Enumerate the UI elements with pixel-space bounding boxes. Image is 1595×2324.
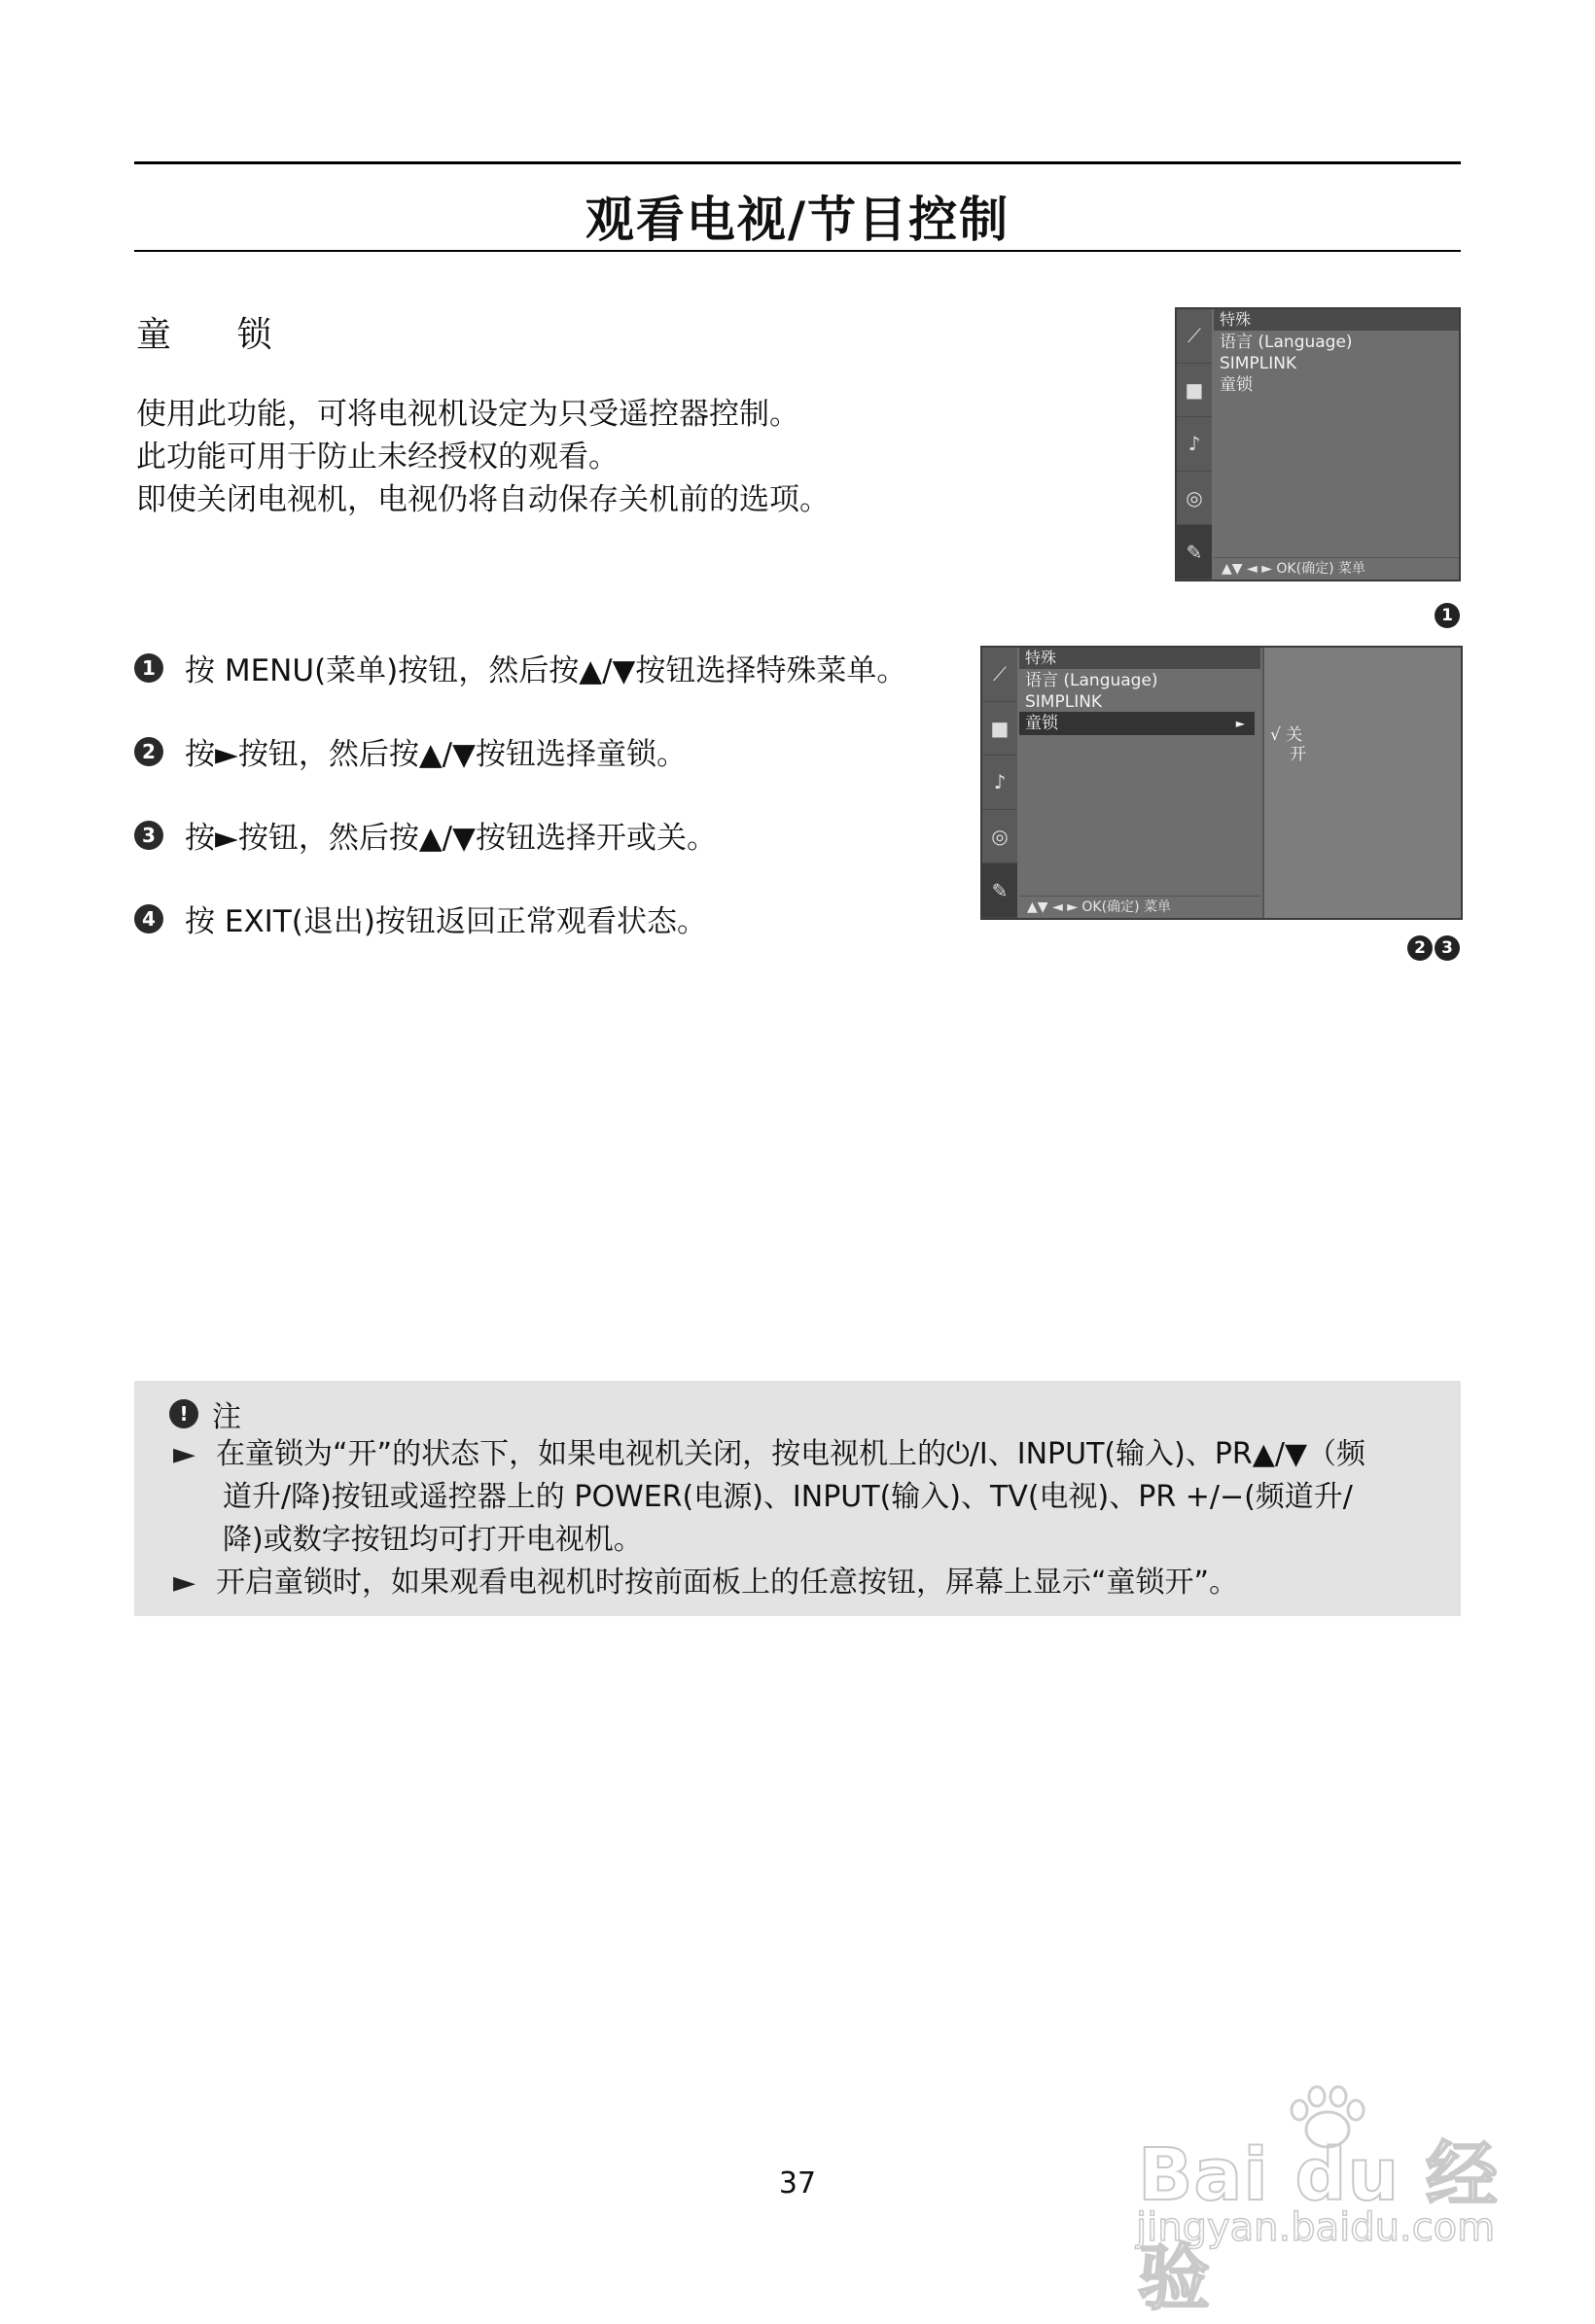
wrench-icon: ✎ [982,863,1017,918]
step-item [134,729,687,773]
time-icon: ◎ [1177,472,1212,526]
osd-submenu [1262,648,1461,918]
note-title: 注 [212,1400,241,1434]
page-title: 观看电视/节目控制 [585,192,1010,248]
step-number-badge: 2 [134,737,163,766]
osd-item-language: 语言 (Language) [1025,671,1158,690]
audio-icon: ♪ [1177,417,1212,472]
osd-panel [1019,648,1260,918]
baidu-watermark [1128,2091,1517,2320]
step-item [134,646,906,689]
watermark-url: jingyan.baidu.com [1136,2205,1496,2250]
step-text: 按 EXIT(退出)按钮返回正常观看状态。 [185,904,707,939]
intro-line: 此功能可用于防止未经授权的观看。 [136,440,619,475]
osd-item-label: 童锁 [1025,714,1058,733]
intro-line: 使用此功能，可将电视机设定为只受遥控器控制。 [136,397,799,432]
note-text: 道升/降)按钮或遥控器上的 POWER(电源)、INPUT(输入)、TV(电视)、PR +/−(频道升/ [223,1480,1353,1514]
audio-icon: ♪ [982,756,1017,810]
step-text: 按 MENU(菜单)按钮，然后按▲/▼按钮选择特殊菜单。 [185,653,907,688]
note-heading [169,1392,241,1435]
picture-icon: ■ [982,702,1017,757]
osd-menu-child-lock [980,646,1463,920]
osd-item-simplink: SIMPLINK [1025,692,1103,712]
note-bullet-2 [173,1562,1238,1604]
top-rule [134,161,1461,164]
note-box [134,1381,1461,1616]
note-bullet-1 [173,1433,1365,1476]
section-heading: 童 锁 [136,315,300,355]
step-number-badge: 1 [134,653,163,683]
satellite-icon: ⟋ [1177,309,1212,364]
time-icon: ◎ [982,810,1017,864]
osd-icon-column [982,648,1017,918]
osd-menu-special [1175,307,1461,581]
step-text: 按►按钮，然后按▲/▼按钮选择童锁。 [185,737,687,772]
wrench-icon: ✎ [1177,525,1212,580]
osd-icon-column [1177,309,1212,580]
step-text: 按►按钮，然后按▲/▼按钮选择开或关。 [185,821,717,856]
satellite-icon: ⟋ [982,648,1017,702]
figure-badge-1: 1 [1435,603,1460,628]
watermark-logo: Bai du 经验 [1138,2133,1499,2320]
osd-item-simplink: SIMPLINK [1220,354,1297,373]
step-number-badge: 3 [134,821,163,850]
option-off-checked: √ 关 [1270,725,1303,745]
bullet-arrow-icon: ► [173,1566,196,1600]
page-number: 37 [778,2166,817,2201]
note-text: 在童锁为“开”的状态下，如果电视机关闭，按电视机上的⏻/I、INPUT(输入)、PR▲/▼（频 [216,1437,1366,1471]
step-item [134,813,717,857]
step-number-badge: 4 [134,904,163,933]
figure-badge-2: 2 [1407,935,1433,961]
osd-title: 特殊 [1019,648,1260,669]
osd-item-language: 语言 (Language) [1220,333,1353,352]
osd-item-child-lock-selected [1019,712,1255,735]
osd-item-child-lock: 童锁 [1220,375,1253,395]
picture-icon: ■ [1177,364,1212,418]
intro-paragraph [136,393,830,521]
osd-panel [1214,309,1459,580]
title-underline [134,250,1461,252]
figure-badge-3: 3 [1435,935,1460,961]
step-item [134,897,707,940]
alert-icon: ! [169,1399,198,1428]
osd-title: 特殊 [1214,309,1459,331]
right-arrow-icon: ► [1235,717,1245,730]
option-on: 开 [1290,745,1306,764]
osd-footer: ▲▼ ◄ ► OK(确定) 菜单 [1214,557,1459,580]
intro-line: 即使关闭电视机，电视仍将自动保存关机前的选项。 [136,482,830,517]
note-text: 开启童锁时，如果观看电视机时按前面板上的任意按钮，屏幕上显示“童锁开”。 [216,1566,1239,1600]
osd-footer: ▲▼ ◄ ► OK(确定) 菜单 [1019,896,1260,918]
bullet-arrow-icon: ► [173,1437,196,1471]
note-text: 降)或数字按钮均可打开电视机。 [223,1523,643,1557]
